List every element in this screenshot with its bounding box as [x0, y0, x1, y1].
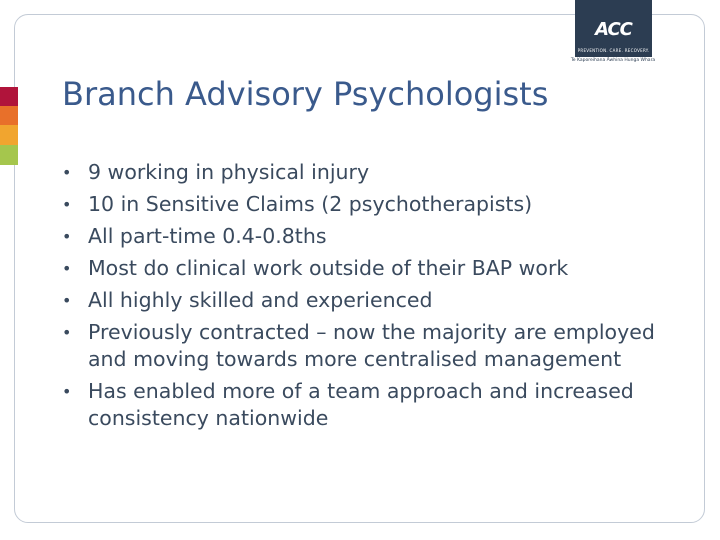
bullet-dot: • [62, 163, 72, 182]
bullet-text: 10 in Sensitive Claims (2 psychotherapists) [88, 192, 533, 216]
bullet-text: Most do clinical work outside of their BAP work [88, 256, 569, 280]
bullet-dot: • [62, 195, 72, 214]
bullet-item [62, 287, 682, 314]
bullet-dot: • [62, 382, 72, 401]
logo-divider [575, 56, 652, 57]
bullet-text: All part-time 0.4-0.8ths [88, 224, 327, 248]
accent-bar-green [0, 145, 18, 165]
acc-logo [575, 0, 652, 56]
bullet-dot: • [62, 291, 72, 310]
bullet-list [62, 159, 682, 437]
accent-bar-yellow [0, 125, 18, 145]
bullet-item [62, 223, 682, 250]
bullet-dot: • [62, 323, 72, 342]
slide-title: Branch Advisory Psychologists [62, 75, 549, 113]
acc-logo-tagline: PREVENTION. CARE. RECOVERY. [577, 48, 650, 53]
bullet-item [62, 159, 682, 186]
bullet-text: 9 working in physical injury [88, 160, 370, 184]
bullet-text: All highly skilled and experienced [88, 288, 433, 312]
bullet-text: Has enabled more of a team approach and increased consistency nationwide [88, 379, 634, 430]
bullet-text: Previously contracted – now the majority are employed and moving towards more centralised management [88, 320, 655, 371]
accent-bar-red [0, 87, 18, 106]
bullet-item [62, 319, 682, 373]
acc-logo-subtitle: Te Kaporeihana Āwhina Hunga Whara [570, 58, 656, 63]
bullet-dot: • [62, 259, 72, 278]
acc-logo-brand: ACC [595, 19, 632, 40]
bullet-dot: • [62, 227, 72, 246]
bullet-item [62, 255, 682, 282]
bullet-item [62, 191, 682, 218]
accent-bar-orange [0, 106, 18, 125]
bullet-item [62, 378, 682, 432]
